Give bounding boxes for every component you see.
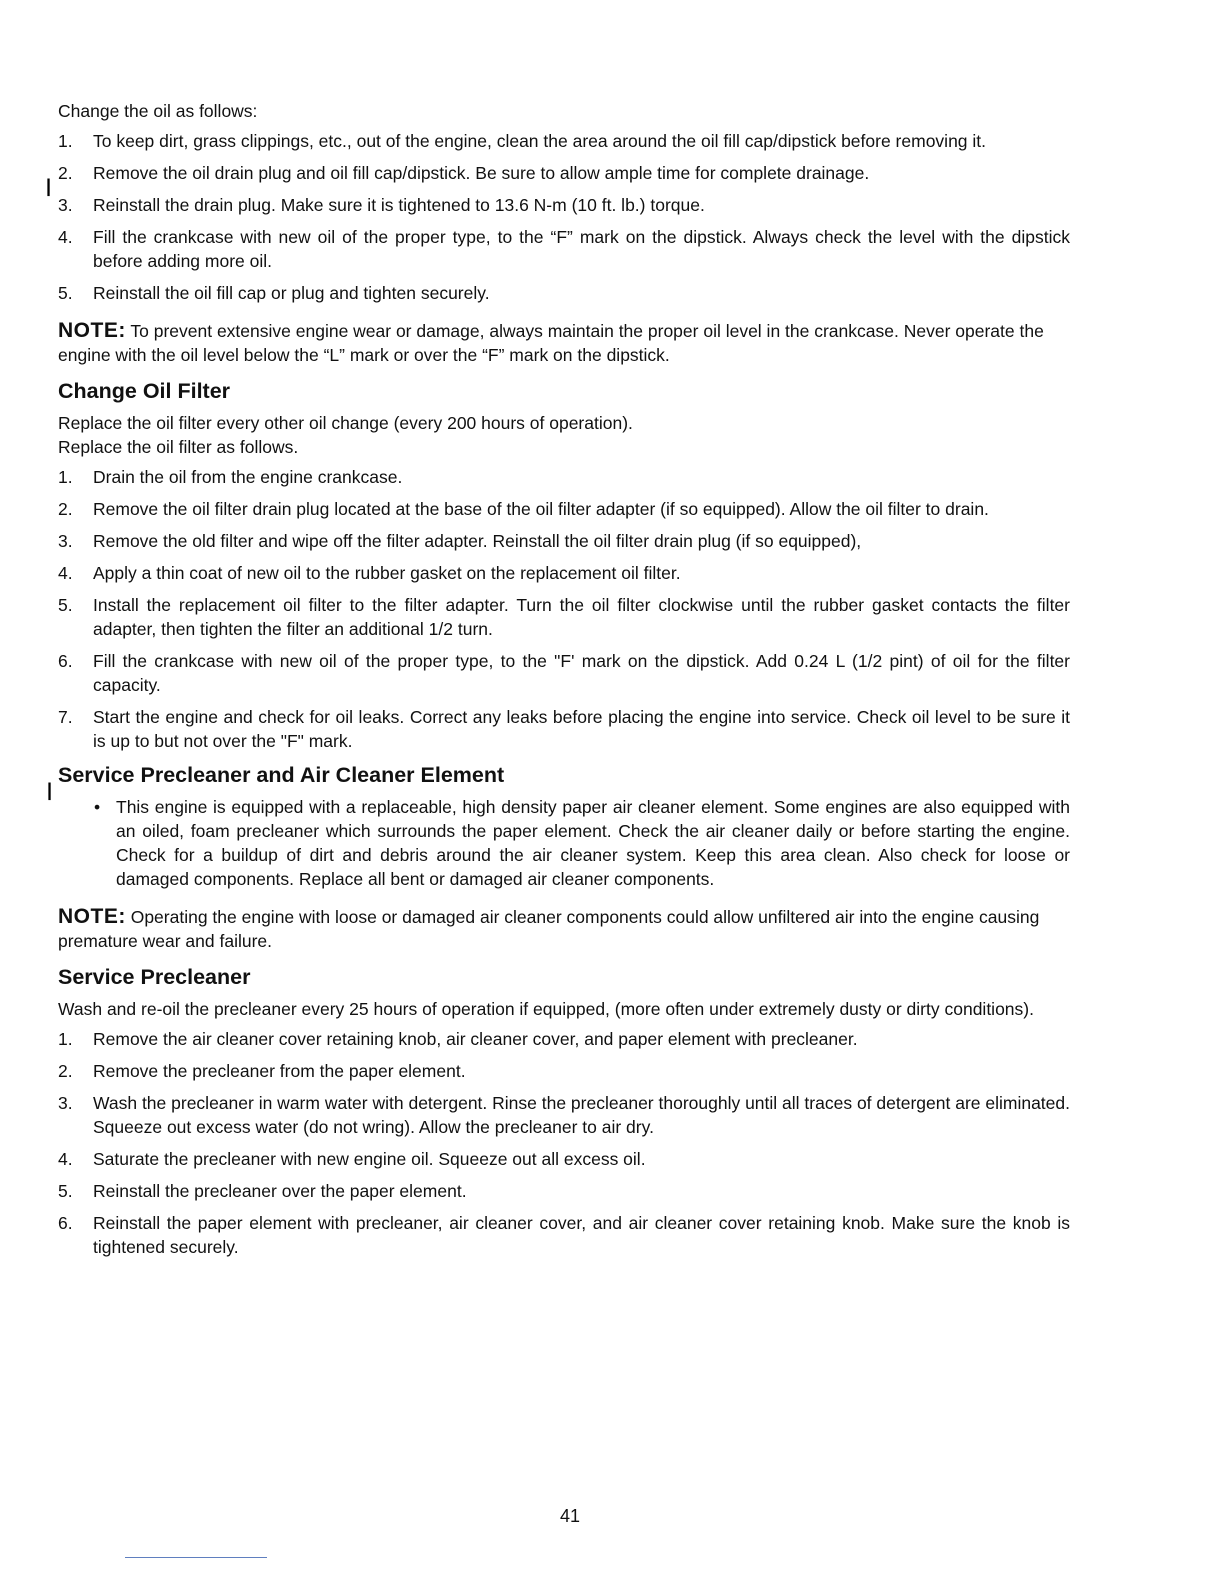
list-item: 5. Install the replacement oil filter to the filter adapter. Turn the oil filter clockwise until the rubber gasket contacts the filter adapter, then tighten the filter an additional 1/2 turn. — [58, 595, 1070, 639]
section-title-air-cleaner: Service Precleaner and Air Cleaner Element — [58, 763, 505, 787]
oil-change-steps — [58, 129, 1070, 305]
list-item: 3. Remove the old filter and wipe off the filter adapter. Reinstall the oil filter drain plug (if so equipped), — [58, 531, 862, 551]
filter-intro-2: Replace the oil filter as follows. — [58, 437, 299, 457]
list-item: • This engine is equipped with a replaceable, high density paper air cleaner element. Some engines are also equipped with an oiled, foam precleaner which surrounds the paper element. Check the air cleaner daily or before starting the engine. Check for a buildup of dirt and debris around the air cleaner system. Keep this area clean. Also check for loose or damaged components. Replace all bent or damaged air cleaner components. — [94, 797, 1070, 889]
list-item: 6. Fill the crankcase with new oil of the proper type, to the "F' mark on the dipstick. Add 0.24 L (1/2 pint) of oil for the filter capacity. — [58, 651, 1070, 695]
list-item: 7. Start the engine and check for oil leaks. Correct any leaks before placing the engine into service. Check oil level to be sure it is up to but not over the "F" mark. — [58, 707, 1070, 751]
list-item: 4. Fill the crankcase with new oil of the proper type, to the “F” mark on the dipstick. Always check the level with the dipstick before adding more oil. — [58, 227, 1070, 271]
list-item: 5. Reinstall the precleaner over the paper element. — [58, 1181, 467, 1201]
page-number: 41 — [559, 1506, 581, 1526]
section-title-service-precleaner: Service Precleaner — [58, 965, 251, 989]
list-item: 3. Reinstall the drain plug. Make sure it is tightened to 13.6 N-m (10 ft. lb.) torque. — [58, 195, 705, 215]
note-oil-level: NOTE: To prevent extensive engine wear or damage, always maintain the proper oil level in the crankcase. Never operate the engine with the oil level below the “L” mark or over the “F” mark on the dipstick. — [58, 319, 1044, 365]
list-item: 2. Remove the oil filter drain plug located at the base of the oil filter adapter (if so equipped). Allow the oil filter to drain. — [58, 499, 989, 519]
change-bar-mark: | — [47, 780, 53, 800]
list-item: 1. To keep dirt, grass clippings, etc., out of the engine, clean the area around the oil fill cap/dipstick before removing it. — [58, 131, 987, 151]
bullet-icon: • — [94, 797, 101, 817]
precleaner-intro: Wash and re-oil the precleaner every 25 hours of operation if equipped, (more often under extremely dusty or dirty conditions). — [58, 999, 1034, 1019]
list-item: 4. Apply a thin coat of new oil to the rubber gasket on the replacement oil filter. — [58, 563, 681, 583]
list-item: 4. Saturate the precleaner with new engine oil. Squeeze out all excess oil. — [58, 1149, 646, 1169]
page-content — [58, 99, 1070, 1267]
change-bar-mark: | — [46, 176, 52, 196]
filter-intro-1: Replace the oil filter every other oil change (every 200 hours of operation). — [58, 413, 633, 433]
oil-filter-steps — [58, 465, 1070, 753]
list-item: 2. Remove the oil drain plug and oil fill cap/dipstick. Be sure to allow ample time for complete drainage. — [58, 163, 870, 183]
list-item: 6. Reinstall the paper element with precleaner, air cleaner cover, and air cleaner cover retaining knob. Make sure the knob is tightened securely. — [58, 1213, 1070, 1257]
intro-text: Change the oil as follows: — [58, 101, 258, 121]
list-item: 1. Drain the oil from the engine crankcase. — [58, 467, 403, 487]
list-item: 5. Reinstall the oil fill cap or plug and tighten securely. — [58, 283, 490, 303]
note-label: NOTE: — [58, 319, 126, 342]
footer-divider — [125, 1557, 267, 1558]
air-cleaner-bullets — [58, 795, 1070, 891]
note-label: NOTE: — [58, 905, 126, 928]
list-item: 3. Wash the precleaner in warm water with detergent. Rinse the precleaner thoroughly until all traces of detergent are eliminated. Squeeze out excess water (do not wring). Allow the precleaner to air dry. — [58, 1093, 1070, 1137]
note-air-cleaner: NOTE: Operating the engine with loose or damaged air cleaner components could allow unfiltered air into the engine causing premature wear and failure. — [58, 905, 1040, 951]
list-item: 1. Remove the air cleaner cover retaining knob, air cleaner cover, and paper element with precleaner. — [58, 1029, 858, 1049]
section-title-change-oil-filter: Change Oil Filter — [58, 379, 231, 403]
list-item: 2. Remove the precleaner from the paper element. — [58, 1061, 466, 1081]
precleaner-steps — [58, 1027, 1070, 1259]
